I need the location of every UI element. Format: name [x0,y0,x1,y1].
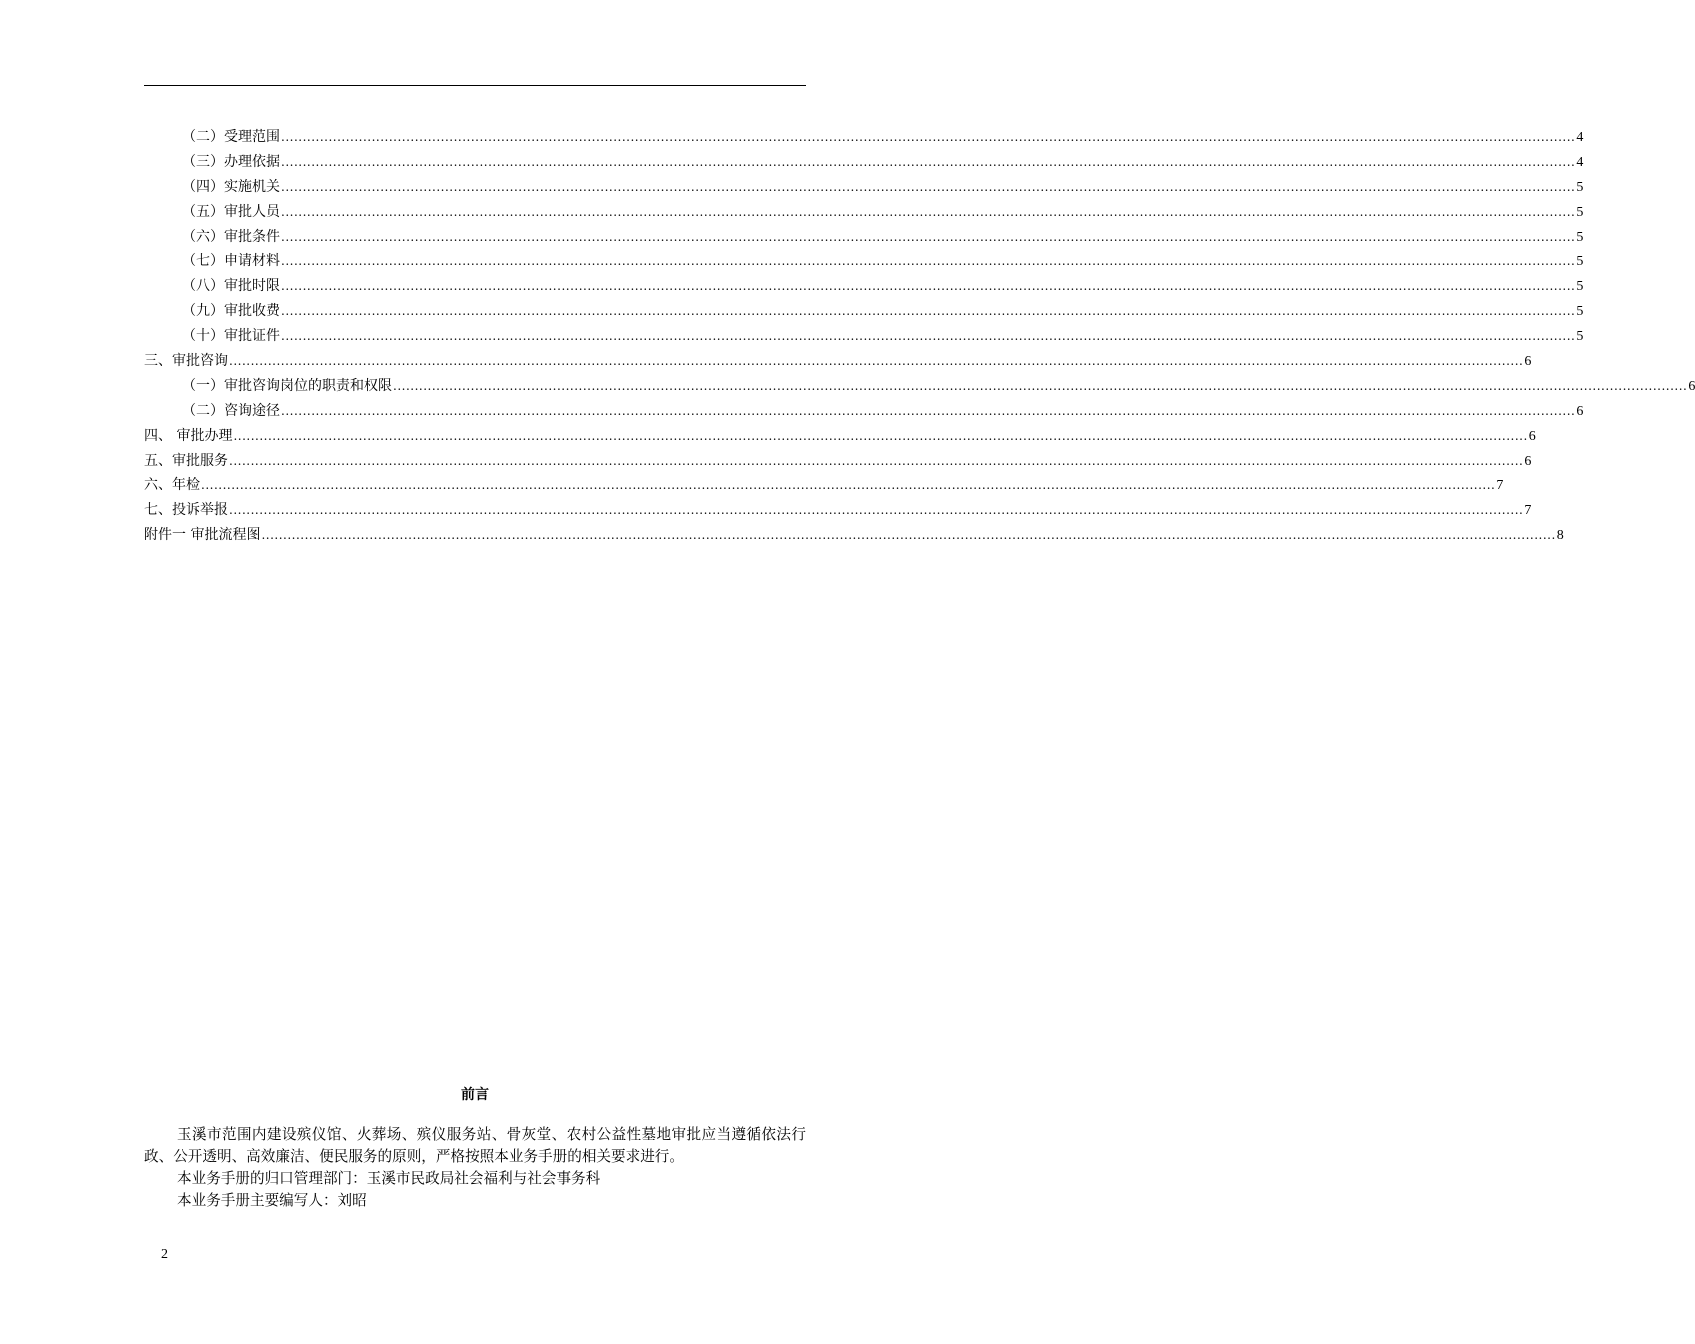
toc-entry-page: 5 [1576,179,1584,195]
toc-entry-label: （七）申请材料 [182,253,280,270]
toc-entry-page: 6 [1576,403,1584,419]
toc-entry-label: （一）审批咨询岗位的职责和权限 [182,377,392,394]
toc-dot-leader: ............................................................................................................................................................................................................................................................................................................ [229,354,1524,369]
toc-dot-leader: ............................................................................................................................................................................................................................................................................................................ [281,329,1576,344]
toc-entry-label: （三）办理依据 [182,153,280,170]
toc-dot-leader: ............................................................................................................................................................................................................................................................................................................ [281,154,1576,169]
toc-dot-leader: ............................................................................................................................................................................................................................................................................................................ [229,503,1524,518]
toc-entry-label: 五、审批服务 [144,452,228,469]
preface-paragraph: 玉溪市范围内建设殡仪馆、火葬场、殡仪服务站、骨灰堂、农村公益性墓地审批应当遵循依法行政、公开透明、高效廉洁、便民服务的原则，严格按照本业务手册的相关要求进行。 [144,1126,806,1165]
toc-dot-leader: ............................................................................................................................................................................................................................................................................................................ [281,179,1576,194]
toc-dot-leader: ............................................................................................................................................................................................................................................................................................................ [281,304,1576,319]
toc-entry[interactable] [144,324,1584,349]
header-rule [144,85,806,86]
toc-entry[interactable] [144,125,1584,150]
toc-entry-page: 5 [1576,304,1584,320]
toc-entry-page: 7 [1524,503,1532,519]
toc-dot-leader: ............................................................................................................................................................................................................................................................................................................ [281,403,1576,418]
toc-entry[interactable] [144,473,1504,498]
toc-dot-leader: ............................................................................................................................................................................................................................................................................................................ [261,528,1556,543]
toc-entry-page: 5 [1576,229,1584,245]
toc-entry-label: （八）审批时限 [182,278,280,295]
toc-entry-label: （五）审批人员 [182,203,280,220]
toc-entry-page: 6 [1524,354,1532,370]
toc-entry[interactable] [144,225,1584,250]
toc-entry[interactable] [144,175,1584,200]
toc-dot-leader: ............................................................................................................................................................................................................................................................................................................ [233,428,1528,443]
toc-entry[interactable] [144,200,1584,225]
toc-entry-page: 4 [1576,130,1584,145]
toc-entry-label: （四）实施机关 [182,178,280,195]
toc-entry-label: （六）审批条件 [182,228,280,245]
toc-dot-leader: ............................................................................................................................................................................................................................................................................................................ [229,453,1524,468]
toc-dot-leader: ............................................................................................................................................................................................................................................................................................................ [281,254,1576,269]
toc-entry[interactable] [144,399,1584,424]
toc-entry-label: （九）审批收费 [182,303,280,320]
toc-entry[interactable] [144,374,1695,399]
toc-dot-leader: ............................................................................................................................................................................................................................................................................................................ [281,204,1576,219]
toc-entry-page: 5 [1576,329,1584,345]
preface-paragraph: 本业务手册的归口管理部门：玉溪市民政局社会福利与社会事务科 [177,1170,601,1187]
toc-entry-page: 8 [1556,528,1564,544]
toc-entry-page: 4 [1576,154,1584,170]
toc-entry[interactable] [144,274,1584,299]
toc-entry[interactable] [144,424,1536,449]
toc-dot-leader: ............................................................................................................................................................................................................................................................................................................ [281,130,1576,144]
toc-entry-label: （二）咨询途径 [182,402,280,419]
toc-entry[interactable] [144,299,1584,324]
toc-entry-page: 6 [1528,428,1536,444]
toc-dot-leader: ............................................................................................................................................................................................................................................................................................................ [281,229,1576,244]
toc-entry-label: 七、投诉举报 [144,502,228,519]
toc-entry[interactable] [144,498,1532,523]
toc-entry[interactable] [144,349,1532,374]
toc-entry[interactable] [144,150,1584,175]
preface-title: 前言 [461,1087,489,1103]
toc-entry-page: 6 [1688,378,1695,394]
toc-dot-leader: ............................................................................................................................................................................................................................................................................................................ [201,478,1496,493]
toc-entry-label: 三、审批咨询 [144,353,228,370]
toc-dot-leader: ............................................................................................................................................................................................................................................................................................................ [393,378,1688,393]
toc-entry[interactable] [144,449,1532,474]
toc-entry-page: 7 [1496,478,1504,494]
toc-entry-page: 5 [1576,204,1584,220]
toc-entry-page: 5 [1576,254,1584,270]
toc-entry-page: 6 [1524,453,1532,469]
toc-entry-label: （十）审批证件 [182,328,280,345]
toc-dot-leader: ............................................................................................................................................................................................................................................................................................................ [281,279,1576,294]
toc-entry-label: 四、 审批办理 [144,427,233,444]
page-number: 2 [161,1247,168,1262]
table-of-contents [144,125,1695,548]
toc-entry[interactable] [144,523,1564,548]
preface-body [144,1124,806,1212]
toc-entry[interactable] [144,249,1584,274]
toc-entry-page: 5 [1576,279,1584,295]
toc-entry-label: 附件一 审批流程图 [144,527,261,544]
preface-paragraph: 本业务手册主要编写人：刘昭 [177,1192,367,1209]
toc-entry-label: 六、年检 [144,477,200,494]
toc-entry-label: （二）受理范围 [182,129,280,145]
